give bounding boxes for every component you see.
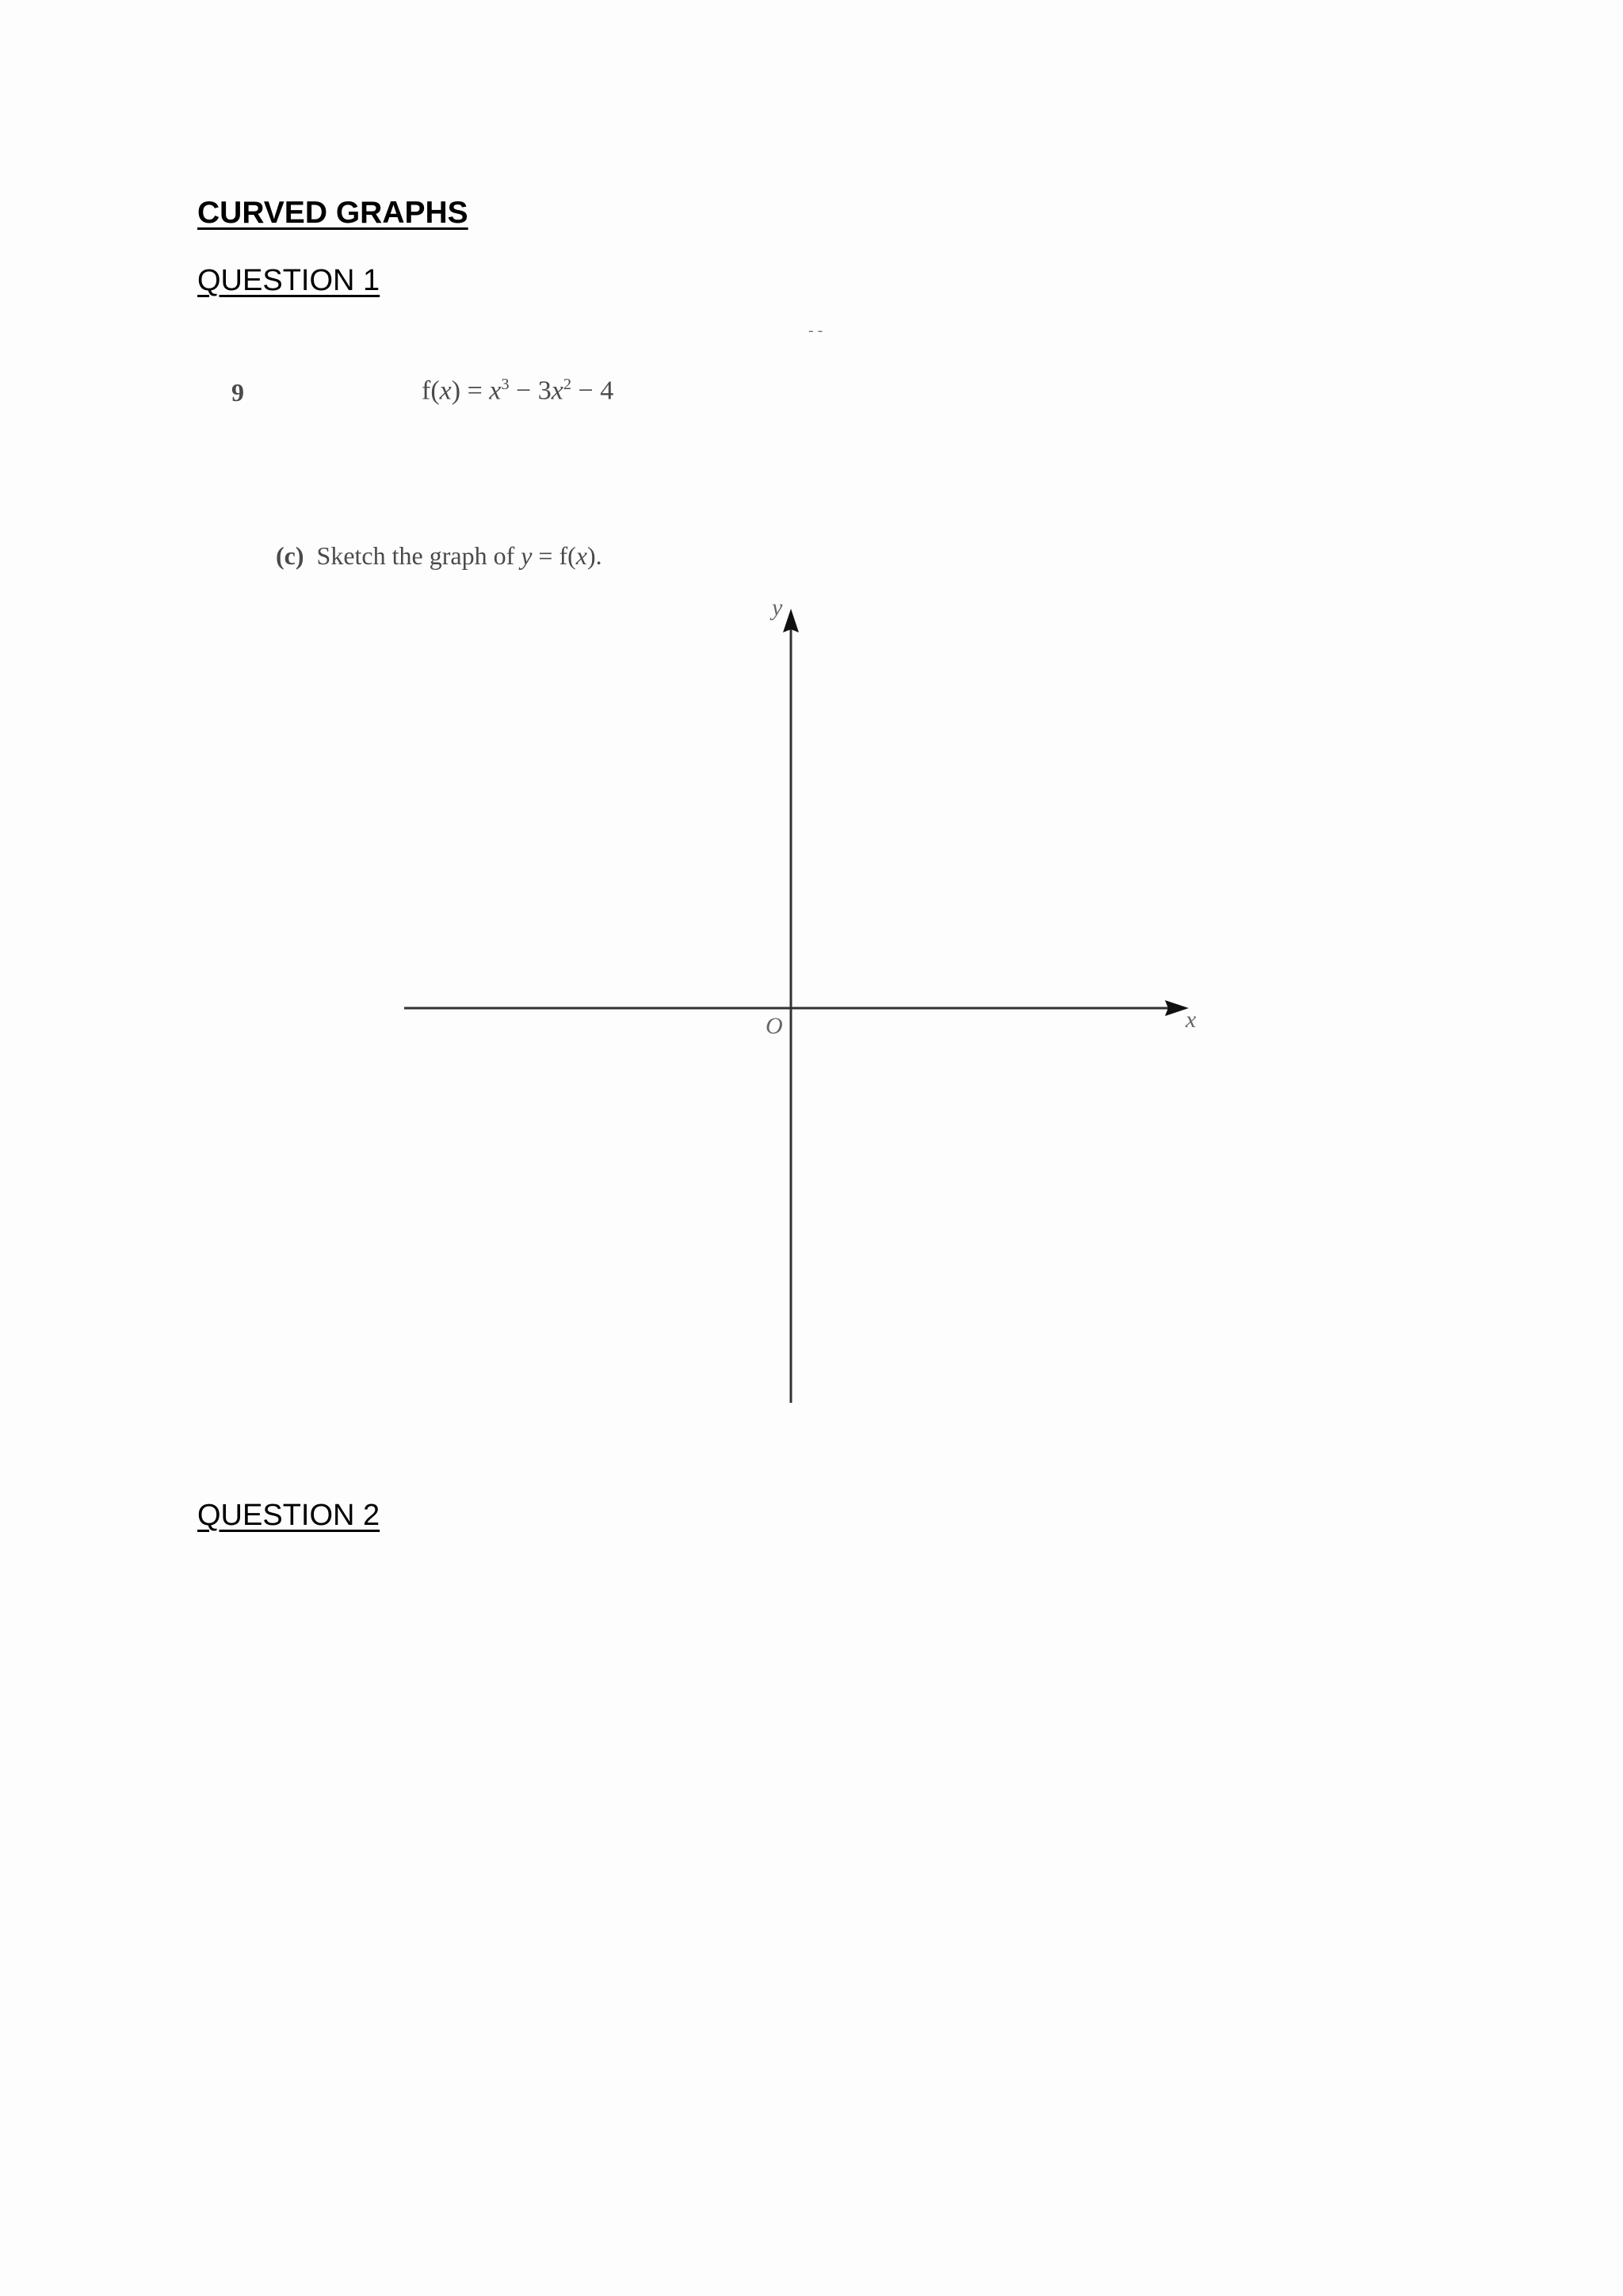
part-c-y-var: y	[521, 541, 533, 570]
function-term2-exp: 2	[563, 376, 572, 393]
part-c-label: (c)	[276, 541, 304, 570]
question-2-heading: QUESTION 2	[197, 1499, 380, 1532]
part-c-text: Sketch the graph of	[316, 541, 521, 570]
function-term2-coef: − 3	[509, 376, 552, 406]
part-c-equals: = f(	[532, 541, 576, 570]
function-definition	[422, 376, 613, 406]
part-c-suffix: ).	[586, 541, 602, 570]
x-axis-label: x	[1186, 1007, 1197, 1033]
function-lhs-var: x	[439, 376, 452, 406]
stray-mark: - -	[808, 322, 823, 339]
y-axis-label: y	[772, 594, 783, 621]
origin-label: O	[766, 1013, 783, 1039]
document-title: CURVED GRAPHS	[197, 196, 468, 230]
function-term3: − 4	[571, 376, 614, 406]
part-c-x-var: x	[575, 541, 587, 570]
question-number: 9	[231, 378, 244, 407]
function-lhs-f: f(	[422, 376, 440, 406]
y-axis-arrow-icon	[783, 609, 799, 632]
function-term1-var: x	[489, 376, 502, 406]
function-lhs-close: ) =	[451, 376, 490, 406]
function-term2-var: x	[551, 376, 563, 406]
question-1-heading: QUESTION 1	[197, 264, 380, 297]
function-term1-exp: 3	[501, 376, 510, 393]
sketch-axes	[380, 594, 1220, 1419]
part-c-prompt	[276, 541, 602, 571]
